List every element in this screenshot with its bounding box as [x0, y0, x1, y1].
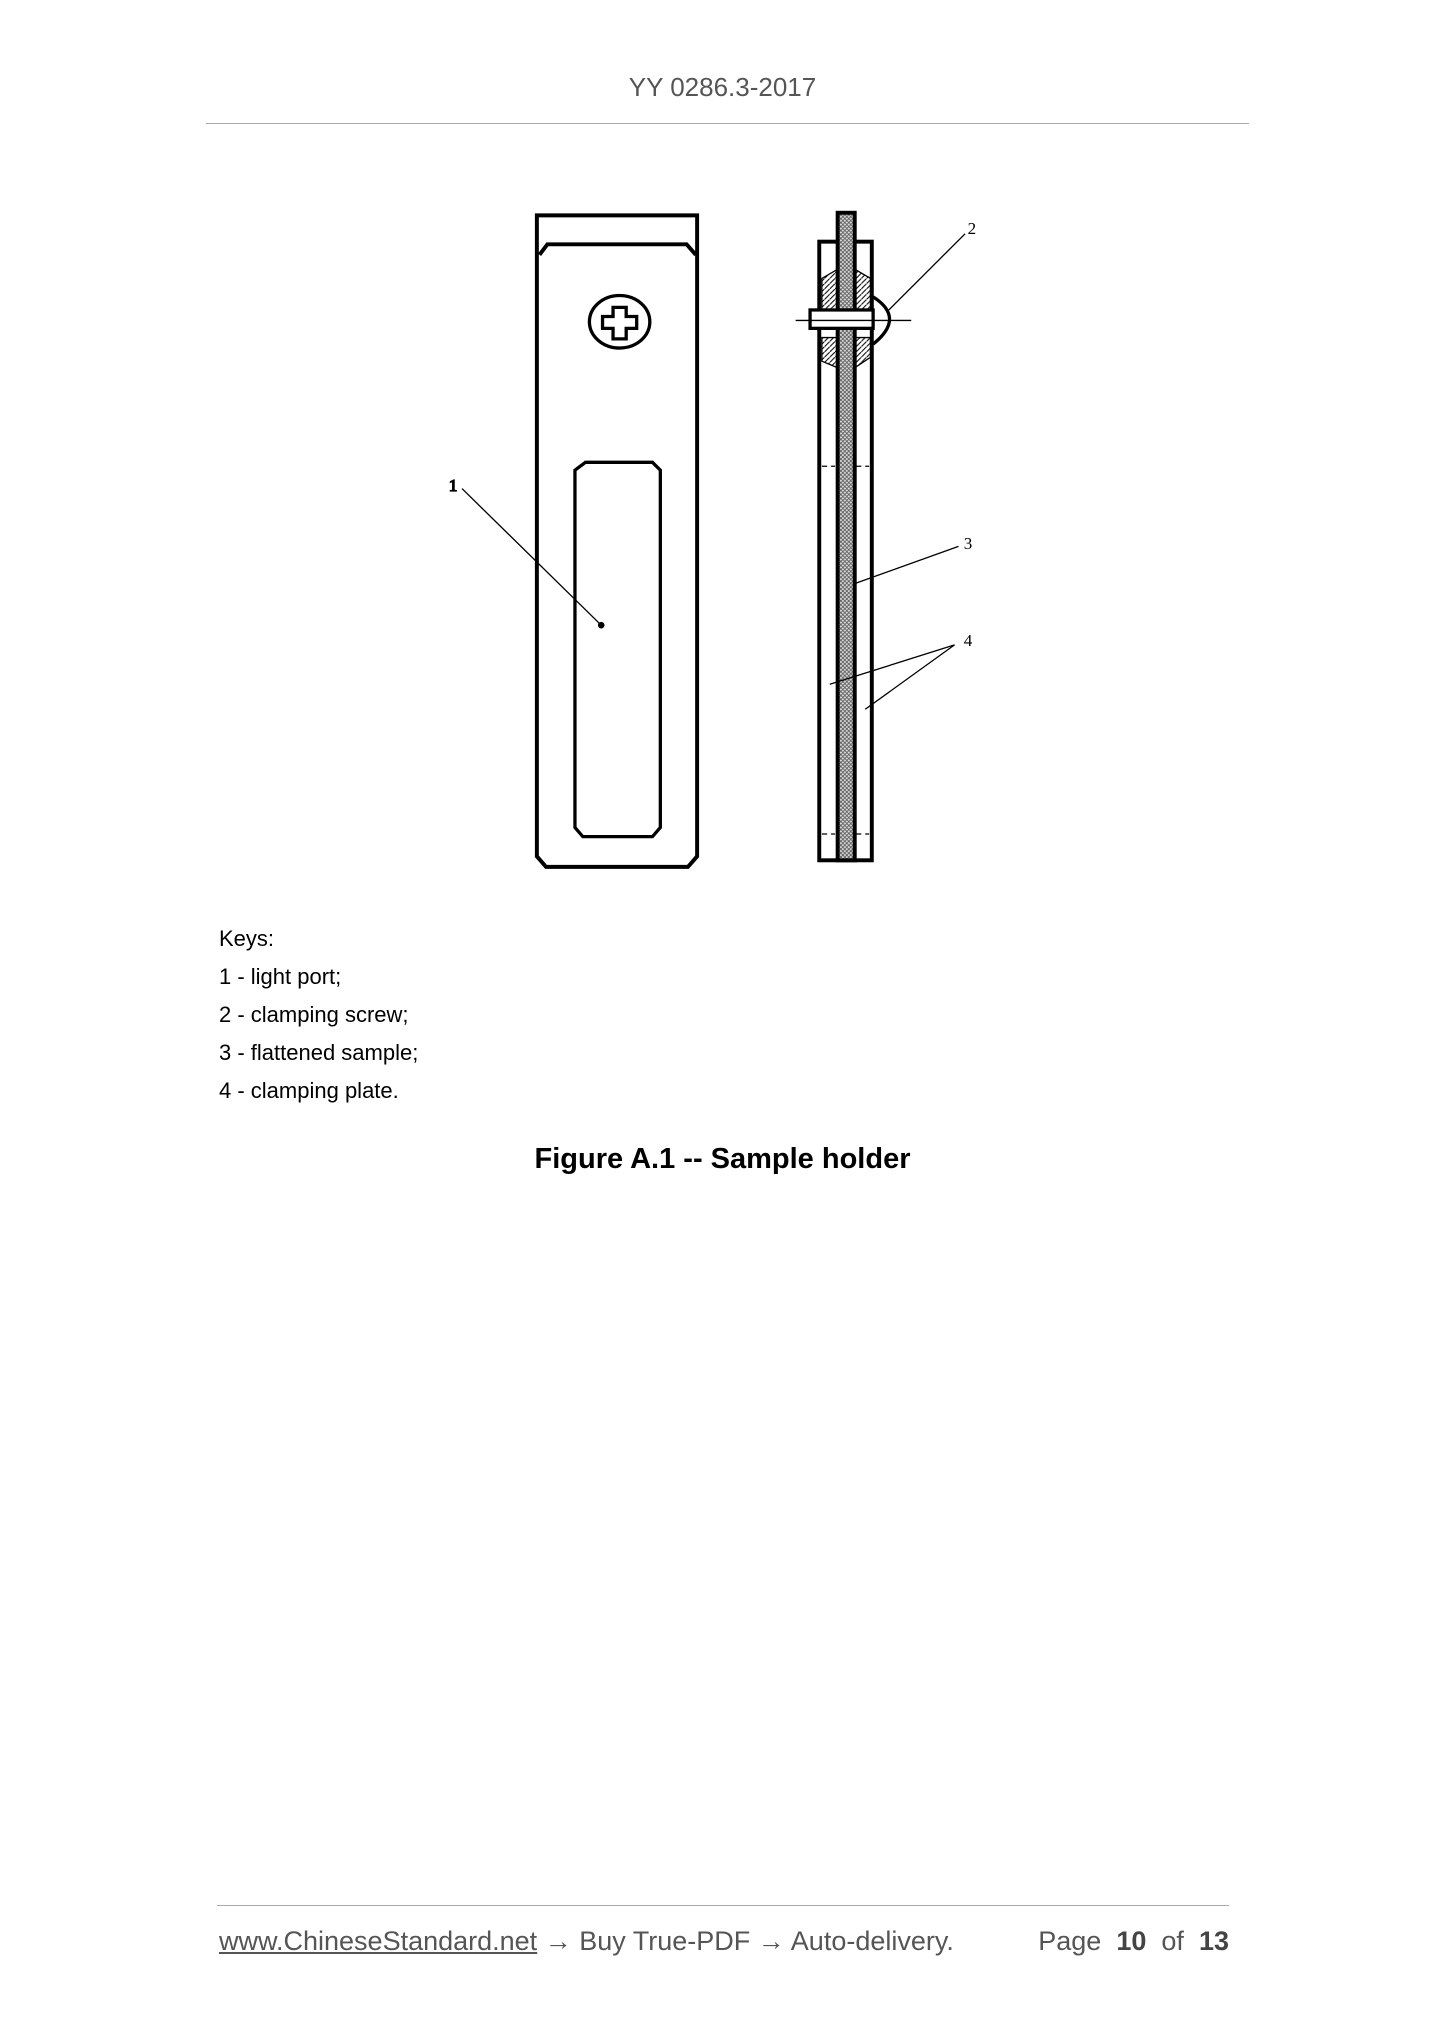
- key-item: 3 - flattened sample;: [219, 1040, 419, 1065]
- buy-text: Buy True-PDF: [579, 1926, 751, 1956]
- website-link[interactable]: www.ChineseStandard.net: [219, 1926, 538, 1956]
- key-item: 1 - light port;: [219, 964, 342, 989]
- arrow-icon: →: [757, 1926, 785, 1956]
- sample-holder-drawing: [433, 197, 998, 880]
- footer: [219, 1926, 1229, 1957]
- page-number: Page 10 of 13: [1038, 1926, 1229, 1956]
- header-divider: [206, 123, 1249, 124]
- footer-divider: [217, 1905, 1229, 1906]
- footer-promo: [219, 1926, 954, 1957]
- svg-text:4: 4: [963, 631, 973, 651]
- light-port: [575, 462, 660, 836]
- arrow-icon: →: [544, 1926, 572, 1956]
- delivery-text: Auto-delivery.: [790, 1926, 954, 1956]
- svg-text:1: 1: [448, 476, 458, 496]
- key-item: 4 - clamping plate.: [219, 1078, 399, 1103]
- front-view: [537, 215, 697, 866]
- running-header: YY 0286.3-2017: [628, 72, 817, 102]
- callout-1: [449, 476, 604, 628]
- key-item: 2 - clamping screw;: [219, 1002, 409, 1027]
- side-view: [796, 213, 912, 861]
- keys-title: Keys:: [219, 926, 275, 951]
- svg-text:2: 2: [967, 218, 977, 238]
- figure-caption: Figure A.1 -- Sample holder: [534, 1143, 911, 1175]
- svg-text:3: 3: [963, 534, 973, 554]
